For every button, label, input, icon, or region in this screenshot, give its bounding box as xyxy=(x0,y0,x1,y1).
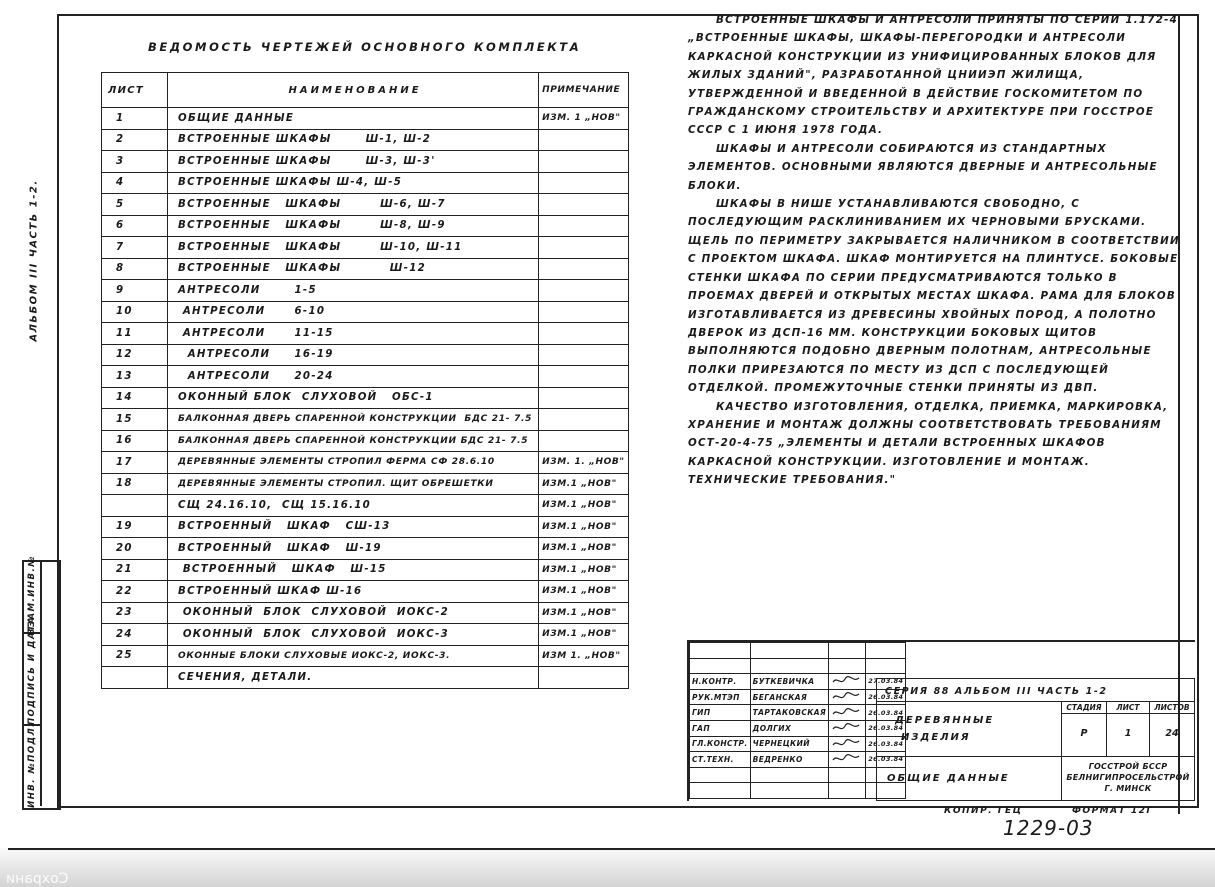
signature-date: 26.03.84 xyxy=(866,720,906,736)
table-row xyxy=(102,387,629,409)
drawing-note xyxy=(539,215,629,237)
drawing-name: ВСТРОЕННЫЕ ШКАФЫ Ш-1, Ш-2 xyxy=(168,129,539,151)
drawing-name: ОКОННЫЙ БЛОК СЛУХОВОЙ ИОКС-2 xyxy=(168,602,539,624)
drawing-name: ОКОННЫЕ БЛОКИ СЛУХОВЫЕ ИОКС-2, ИОКС-3. xyxy=(168,645,539,667)
sheets-label: ЛИСТОВ xyxy=(1149,701,1195,714)
stage-value: Р xyxy=(1061,713,1107,757)
drawing-note: ИЗМ. 1 „НОВ" xyxy=(539,108,629,130)
drawings-list-table xyxy=(101,72,629,689)
object-name-line: ИЗДЕЛИЯ xyxy=(901,732,971,743)
sheet-number: 2 xyxy=(102,129,168,151)
drawing-name: АНТРЕСОЛИ 20-24 xyxy=(168,366,539,388)
sheet-number: 20 xyxy=(102,538,168,560)
drawing-name: ВСТРОЕННЫЙ ШКАФ Ш-19 xyxy=(168,538,539,560)
stamp-cell-inventory xyxy=(24,724,42,806)
signer-name xyxy=(750,643,829,659)
drawing-note: ИЗМ.1 „НОВ" xyxy=(539,538,629,560)
signature-scribble xyxy=(831,674,861,686)
signature-date: 26.03.84 xyxy=(866,736,906,752)
drawing-note: ИЗМ.1 „НОВ" xyxy=(539,495,629,517)
signature-row xyxy=(690,767,906,783)
drawing-name: ДЕРЕВЯННЫЕ ЭЛЕМЕНТЫ СТРОПИЛ ФЕРМА СФ 28.6.10 xyxy=(168,452,539,474)
signature-row xyxy=(690,658,906,674)
drawing-name: АНТРЕСОЛИ 1-5 xyxy=(168,280,539,302)
drawing-name: ДЕРЕВЯННЫЕ ЭЛЕМЕНТЫ СТРОПИЛ. ЩИТ ОБРЕШЕТКИ xyxy=(168,473,539,495)
drawing-name: ВСТРОЕННЫЙ ШКАФ Ш-15 xyxy=(168,559,539,581)
document-title: ВЕДОМОСТЬ ЧЕРТЕЖЕЙ ОСНОВНОГО КОМПЛЕКТА xyxy=(148,40,582,54)
drawing-note xyxy=(539,430,629,452)
drawing-note: ИЗМ.1 „НОВ" xyxy=(539,624,629,646)
note-paragraph: ВСТРОЕННЫЕ ШКАФЫ И АНТРЕСОЛИ ПРИНЯТЫ ПО СЕРИИ 1.172-4 „ВСТРОЕННЫЕ ШКАФЫ, ШКАФЫ-ПЕРЕГОРОДКИ И АНТРЕСОЛИ КАРКАСНОЙ КОНСТРУКЦИИ ИЗ УНИФИЦИРОВАННЫХ БЛОКОВ ДЛЯ ЖИЛЫХ ЗДАНИЙ", РАЗРАБОТАННОЙ ЦНИИЭП ЖИЛИЩА, УТВЕРЖДЕННОЙ И ВВЕДЕННОЙ В ДЕЙСТВИЕ ГОСКОМИТЕТОМ ПО ГРАЖДАНСКОМУ СТРОИТЕЛЬСТВУ И АРХИТЕКТУРЕ ПРИ ГОССТРОЕ СССР С 1 ИЮНЯ 1978 ГОДА. xyxy=(688,14,1179,137)
signature-date: 27.03.84 xyxy=(866,674,906,690)
table-row xyxy=(102,366,629,388)
signer-role xyxy=(690,643,751,659)
signature-row xyxy=(690,752,906,768)
drawing-note: ИЗМ. 1. „НОВ" xyxy=(539,452,629,474)
signature xyxy=(829,705,866,721)
header-note: ПРИМЕЧАНИЕ xyxy=(539,73,629,108)
sheet-format: ФОРМАТ 12Г xyxy=(1072,806,1154,816)
table-row xyxy=(102,129,629,151)
signer-role: ГИП xyxy=(690,705,751,721)
table-row xyxy=(102,581,629,603)
sheet-number: 17 xyxy=(102,452,168,474)
drawing-note xyxy=(539,366,629,388)
table-row xyxy=(102,344,629,366)
sheet-number: 19 xyxy=(102,516,168,538)
drawing-name: ОБЩИЕ ДАННЫЕ xyxy=(168,108,539,130)
sheet-number: 15 xyxy=(102,409,168,431)
signer-role xyxy=(690,767,751,783)
drawing-name: БАЛКОННАЯ ДВЕРЬ СПАРЕННОЙ КОНСТРУКЦИИ БДС 21- 7.5 xyxy=(168,409,539,431)
stage-label: СТАДИЯ xyxy=(1061,701,1107,714)
signature-scribble xyxy=(831,737,861,749)
table-row xyxy=(102,280,629,302)
table-row xyxy=(102,258,629,280)
signer-name: ВЕДРЕНКО xyxy=(750,752,829,768)
signature xyxy=(829,658,866,674)
drawing-name: ВСТРОЕННЫЕ ШКАФЫ Ш-12 xyxy=(168,258,539,280)
drawing-name: ВСТРОЕННЫЕ ШКАФЫ Ш-10, Ш-11 xyxy=(168,237,539,259)
table-row xyxy=(102,215,629,237)
drawing-note xyxy=(539,409,629,431)
sheet-number: 1 xyxy=(102,108,168,130)
table-row xyxy=(102,495,629,517)
sheet-number: 16 xyxy=(102,430,168,452)
signer-name: ТАРТАКОВСКАЯ xyxy=(750,705,829,721)
signer-name: БУТКЕВИЧКА xyxy=(750,674,829,690)
signer-name xyxy=(750,658,829,674)
signature-date: 26.03.84 xyxy=(866,752,906,768)
table-row xyxy=(102,323,629,345)
table-row xyxy=(102,602,629,624)
signature-row xyxy=(690,705,906,721)
signature-scribble xyxy=(831,721,861,733)
signature-date: 26.03.84 xyxy=(866,689,906,705)
document-code: 1229-03 xyxy=(1003,816,1094,840)
signer-role: Н.КОНТР. xyxy=(690,674,751,690)
drawing-name: АНТРЕСОЛИ 16-19 xyxy=(168,344,539,366)
general-notes xyxy=(688,11,1183,490)
sheet-number: 24 xyxy=(102,624,168,646)
sheet-number xyxy=(102,495,168,517)
scan-edge-line xyxy=(8,848,1215,850)
signature-row xyxy=(690,643,906,659)
drawing-name: БАЛКОННАЯ ДВЕРЬ СПАРЕННОЙ КОНСТРУКЦИИ БДС 21- 7.5 xyxy=(168,430,539,452)
signature xyxy=(829,643,866,659)
stamp-label: ИНВ. №ПОДЛ. xyxy=(27,722,37,808)
drawing-note: ИЗМ.1 „НОВ" xyxy=(539,602,629,624)
sheet-number: 6 xyxy=(102,215,168,237)
drawing-note: ИЗМ.1 „НОВ" xyxy=(539,473,629,495)
stamp-column xyxy=(42,562,61,808)
sheet-number: 3 xyxy=(102,151,168,173)
scan-edge-shadow xyxy=(0,848,1215,887)
signature-row xyxy=(690,736,906,752)
drawing-note xyxy=(539,151,629,173)
signature xyxy=(829,767,866,783)
table-row xyxy=(102,645,629,667)
signer-name: БЕГАНСКАЯ xyxy=(750,689,829,705)
table-row xyxy=(102,538,629,560)
sheet-number: 25 xyxy=(102,645,168,667)
sheet-number: 8 xyxy=(102,258,168,280)
signature-scribble xyxy=(831,690,861,702)
signer-name xyxy=(750,767,829,783)
sheet-value: 1 xyxy=(1106,713,1150,757)
table-row xyxy=(102,624,629,646)
signature-scribble xyxy=(831,706,861,718)
drawing-note: ИЗМ 1. „НОВ" xyxy=(539,645,629,667)
drawing-name: ВСТРОЕННЫЙ ШКАФ СШ-13 xyxy=(168,516,539,538)
binding-label xyxy=(24,175,40,355)
org-line: Г. МИНСК xyxy=(1104,784,1152,793)
signature-row xyxy=(690,720,906,736)
header-sheet: ЛИСТ xyxy=(102,73,168,108)
org-line: БЕЛНИГИПРОСЕЛЬСТРОЙ xyxy=(1066,773,1190,782)
drawing-name: ОКОННЫЙ БЛОК СЛУХОВОЙ ИОКС-3 xyxy=(168,624,539,646)
signature-row xyxy=(690,783,906,799)
signer-role: ГЛ.КОНСТР. xyxy=(690,736,751,752)
drawing-note xyxy=(539,172,629,194)
signer-name: ЧЕРНЕЦКИЙ xyxy=(750,736,829,752)
sheet-number: 18 xyxy=(102,473,168,495)
drawing-name: ВСТРОЕННЫЙ ШКАФ Ш-16 xyxy=(168,581,539,603)
drawing-name: ВСТРОЕННЫЕ ШКАФЫ Ш-8, Ш-9 xyxy=(168,215,539,237)
sheets-value: 24 xyxy=(1149,713,1195,757)
stamp-label: ВЗАМ.ИНВ.№ xyxy=(27,555,37,635)
signature xyxy=(829,752,866,768)
drawing-note xyxy=(539,323,629,345)
sheet-number: 5 xyxy=(102,194,168,216)
header-name: НАИМЕНОВАНИЕ xyxy=(168,73,539,108)
signer-role xyxy=(690,783,751,799)
sheet-label: ЛИСТ xyxy=(1106,701,1150,714)
signature xyxy=(829,736,866,752)
drawing-note: ИЗМ.1 „НОВ" xyxy=(539,581,629,603)
table-row xyxy=(102,473,629,495)
sheet-number: 10 xyxy=(102,301,168,323)
signature-row xyxy=(690,674,906,690)
stamp-cell-signature xyxy=(24,615,42,726)
table-row xyxy=(102,237,629,259)
sheet-number: 23 xyxy=(102,602,168,624)
drawing-name: СЩ 24.16.10, СЩ 15.16.10 xyxy=(168,495,539,517)
signature-table xyxy=(689,642,906,799)
drawing-name: ВСТРОЕННЫЕ ШКАФЫ Ш-6, Ш-7 xyxy=(168,194,539,216)
table-row xyxy=(102,452,629,474)
table-header-row xyxy=(102,73,629,108)
sheet-number: 4 xyxy=(102,172,168,194)
drawing-note xyxy=(539,301,629,323)
signer-role: ГАП xyxy=(690,720,751,736)
table-row xyxy=(102,108,629,130)
table-row xyxy=(102,151,629,173)
sheet-number: 21 xyxy=(102,559,168,581)
note-paragraph: ШКАФЫ И АНТРЕСОЛИ СОБИРАЮТСЯ ИЗ СТАНДАРТНЫХ ЭЛЕМЕНТОВ. ОСНОВНЫМИ ЯВЛЯЮТСЯ ДВЕРНЫЕ И АНТРЕСОЛЬНЫЕ БЛОКИ. xyxy=(688,142,1158,192)
table-row xyxy=(102,172,629,194)
org-line: ГОССТРОЙ БССР xyxy=(1088,762,1168,771)
stamp-strip xyxy=(22,555,61,810)
sheet-number: 14 xyxy=(102,387,168,409)
drawing-name: АНТРЕСОЛИ 11-15 xyxy=(168,323,539,345)
table-row xyxy=(102,409,629,431)
signature xyxy=(829,783,866,799)
signature-date: 26.03.84 xyxy=(866,705,906,721)
signer-role xyxy=(690,658,751,674)
drawing-name: ОКОННЫЙ БЛОК СЛУХОВОЙ ОБС-1 xyxy=(168,387,539,409)
sheet-number xyxy=(102,667,168,689)
signature-scribble xyxy=(831,752,861,764)
album-label: АЛЬБОМ III ЧАСТЬ 1-2. xyxy=(28,179,40,342)
signature xyxy=(829,674,866,690)
series-label: СЕРИЯ 88 АЛЬБОМ III ЧАСТЬ 1-2 xyxy=(876,678,1195,702)
sheet-number: 22 xyxy=(102,581,168,603)
drawing-name: СЕЧЕНИЯ, ДЕТАЛИ. xyxy=(168,667,539,689)
table-row xyxy=(102,559,629,581)
drawing-note: ИЗМ.1 „НОВ" xyxy=(539,516,629,538)
drawing-name: АНТРЕСОЛИ 6-10 xyxy=(168,301,539,323)
copied-by: КОПИР. ГЕЦ xyxy=(944,806,1023,816)
drawing-note xyxy=(539,667,629,689)
signature xyxy=(829,689,866,705)
organization xyxy=(1061,756,1195,801)
drawing-note: ИЗМ.1 „НОВ" xyxy=(539,559,629,581)
table-row xyxy=(102,430,629,452)
note-paragraph: ШКАФЫ В НИШЕ УСТАНАВЛИВАЮТСЯ СВОБОДНО, С ПОСЛЕДУЮЩИМ РАСКЛИНИВАНИЕМ ИХ ЧЕРНОВЫМИ БРУСКАМИ. ЩЕЛЬ ПО ПЕРИМЕТРУ ЗАКРЫВАЕТСЯ НАЛИЧНИКОМ В СООТВЕТСТВИИ С ПРОЕКТОМ ШКАФА. ШКАФ МОНТИРУЕТСЯ НА ПЛИНТУСЕ. БОКОВЫЕ СТЕНКИ ШКАФА ПО СЕРИИ ПРЕДУСМАТРИВАЮТСЯ ТОЛЬКО В ПРОЕМАХ ДВЕРЕЙ И ОТКРЫТЫХ МЕСТАХ ШКАФА. РАМА ДЛЯ БЛОКОВ ИЗГОТАВЛИВАЕТСЯ ИЗ ДРЕВЕСИНЫ ХВОЙНЫХ ПОРОД, А ПОЛОТНО ДВЕРОК ИЗ ДСП-16 ММ. КОНСТРУКЦИИ БОКОВЫХ ЩИТОВ ВЫПОЛНЯЮТСЯ ПОДОБНО ДВЕРНЫМ ПОЛОТНАМ, АНТРЕСОЛЬНЫЕ ПОЛКИ ПРИРЕЗАЮТСЯ ПО МЕСТУ ИЗ ДСП С ПОСЛЕДУЮЩЕЙ ОТДЕЛКОЙ. ПРОМЕЖУТОЧНЫЕ СТЕНКИ ПРИНЯТЫ ИЗ ДВП. xyxy=(688,198,1180,395)
sheet-number: 9 xyxy=(102,280,168,302)
stamp-label: ПОДПИСЬ И ДАТА xyxy=(27,615,37,725)
drawing-note xyxy=(539,237,629,259)
drawing-name: ВСТРОЕННЫЕ ШКАФЫ Ш-4, Ш-5 xyxy=(168,172,539,194)
title-block xyxy=(687,640,1195,801)
drawing-note xyxy=(539,194,629,216)
drawing-note xyxy=(539,258,629,280)
signer-role: СТ.ТЕХН. xyxy=(690,752,751,768)
drawing-note xyxy=(539,280,629,302)
note-paragraph: КАЧЕСТВО ИЗГОТОВЛЕНИЯ, ОТДЕЛКА, ПРИЕМКА, МАРКИРОВКА, ХРАНЕНИЕ И МОНТАЖ ДОЛЖНЫ СООТВЕТСТВОВАТЬ ТРЕБОВАНИЯМ ОСТ-20-4-75 „ЭЛЕМЕНТЫ И ДЕТАЛИ ВСТРОЕННЫХ ШКАФОВ КАРКАСНОЙ КОНСТРУКЦИИ. ИЗГОТОВЛЕНИЕ И МОНТАЖ. ТЕХНИЧЕСКИЕ ТРЕБОВАНИЯ." xyxy=(688,400,1169,487)
signer-name: ДОЛГИХ xyxy=(750,720,829,736)
signer-name xyxy=(750,783,829,799)
sheet-number: 11 xyxy=(102,323,168,345)
sheet-name: ОБЩИЕ ДАННЫЕ xyxy=(876,756,1062,801)
drawing-note xyxy=(539,129,629,151)
table-row xyxy=(102,667,629,689)
drawing-name: ВСТРОЕННЫЕ ШКАФЫ Ш-3, Ш-3' xyxy=(168,151,539,173)
signature-date xyxy=(866,643,906,659)
signer-role: РУК.МТЭП xyxy=(690,689,751,705)
sheet-number: 13 xyxy=(102,366,168,388)
signature-date xyxy=(866,658,906,674)
object-name-line: ДЕРЕВЯННЫЕ xyxy=(895,715,995,726)
drawing-note xyxy=(539,387,629,409)
table-row xyxy=(102,194,629,216)
object-name xyxy=(876,701,1062,757)
sheet-number: 7 xyxy=(102,237,168,259)
drawing-note xyxy=(539,344,629,366)
watermark: Сохрани xyxy=(6,871,69,887)
signature xyxy=(829,720,866,736)
signature-row xyxy=(690,689,906,705)
table-row xyxy=(102,301,629,323)
sheet-number: 12 xyxy=(102,344,168,366)
table-row xyxy=(102,516,629,538)
